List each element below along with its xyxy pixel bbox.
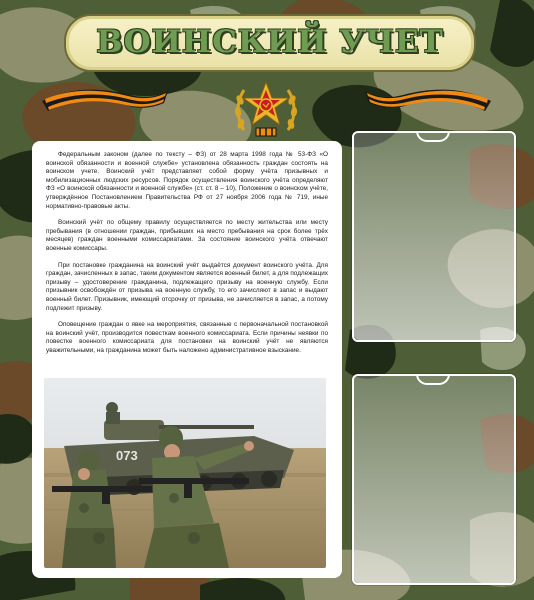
st-george-ribbon-right-icon	[363, 83, 493, 113]
pocket-shade	[354, 133, 514, 340]
article-paragraph-1: Федеральным законом (далее по тексту – ФЗ) от 28 марта 1998 года № 53-ФЗ «О воинской обязанности и военной службе» установлена обязанность граждан состоять на воинском учете. Воинский учёт представляет собой форму учёта призывных и мобилизационных людских ресурсов. Порядок осуществления воинского учёта определяют ФЗ «О воинской обязанности и военной службе» (ст. ст. 8 – 10), Положение о воинском учёте, утверждённое Постановлением Правительства РФ от 27 ноября 2006 года № 719, иные нормативно-правовые акты.	[46, 151, 328, 210]
board-title: ВОИНСКИЙ УЧЕТ	[96, 24, 444, 60]
article-paragraph-2: Воинский учёт по общему правилу осуществляется по месту жительства или месту пребывания (в отношении граждан, прибывших на место пребывания на срок более трёх месяцев) граждан военными комиссариатами. За состояние воинского учёта отвечают военные комиссары.	[46, 219, 328, 252]
soldiers-photo	[44, 378, 326, 568]
article-text	[46, 151, 328, 363]
info-text-panel	[32, 141, 342, 578]
article-paragraph-4: Оповещение граждан о явке на мероприятия, связанные с первоначальной постановкой на воинский учёт, производится повесткам военного комиссариата. Если причины неявки по повестке военного комиссариата для постановки на воинский учёт не являются уважительными, на гражданина может быть наложено административное взыскание.	[46, 321, 328, 354]
order-star-emblem-icon	[230, 78, 302, 140]
st-george-ribbon-left-icon	[40, 83, 170, 113]
document-pocket-bottom[interactable]	[352, 374, 516, 585]
document-pocket-top[interactable]	[352, 131, 516, 342]
soldiers-with-rifles-photo-icon	[44, 378, 326, 568]
article-paragraph-3: При постановке гражданина на воинский учёт выдаётся документ воинского учёта. Для граждан, зачисленных в запас, таким документом является военный билет, а для подлежащих призыву – удостоверение гражданина, подлежащего призыву на военную службу. Если призывник освобождён от призыва на военную службу, то его зачисляют в запас и выдают военный билет. Призывник, имеющий отсрочку от призыва, не зачисляется в запас, а потому подлежит призыву.	[46, 261, 328, 312]
pocket-shade	[354, 376, 514, 583]
vehicle-number: 073	[116, 448, 138, 463]
title-plate	[64, 14, 476, 72]
